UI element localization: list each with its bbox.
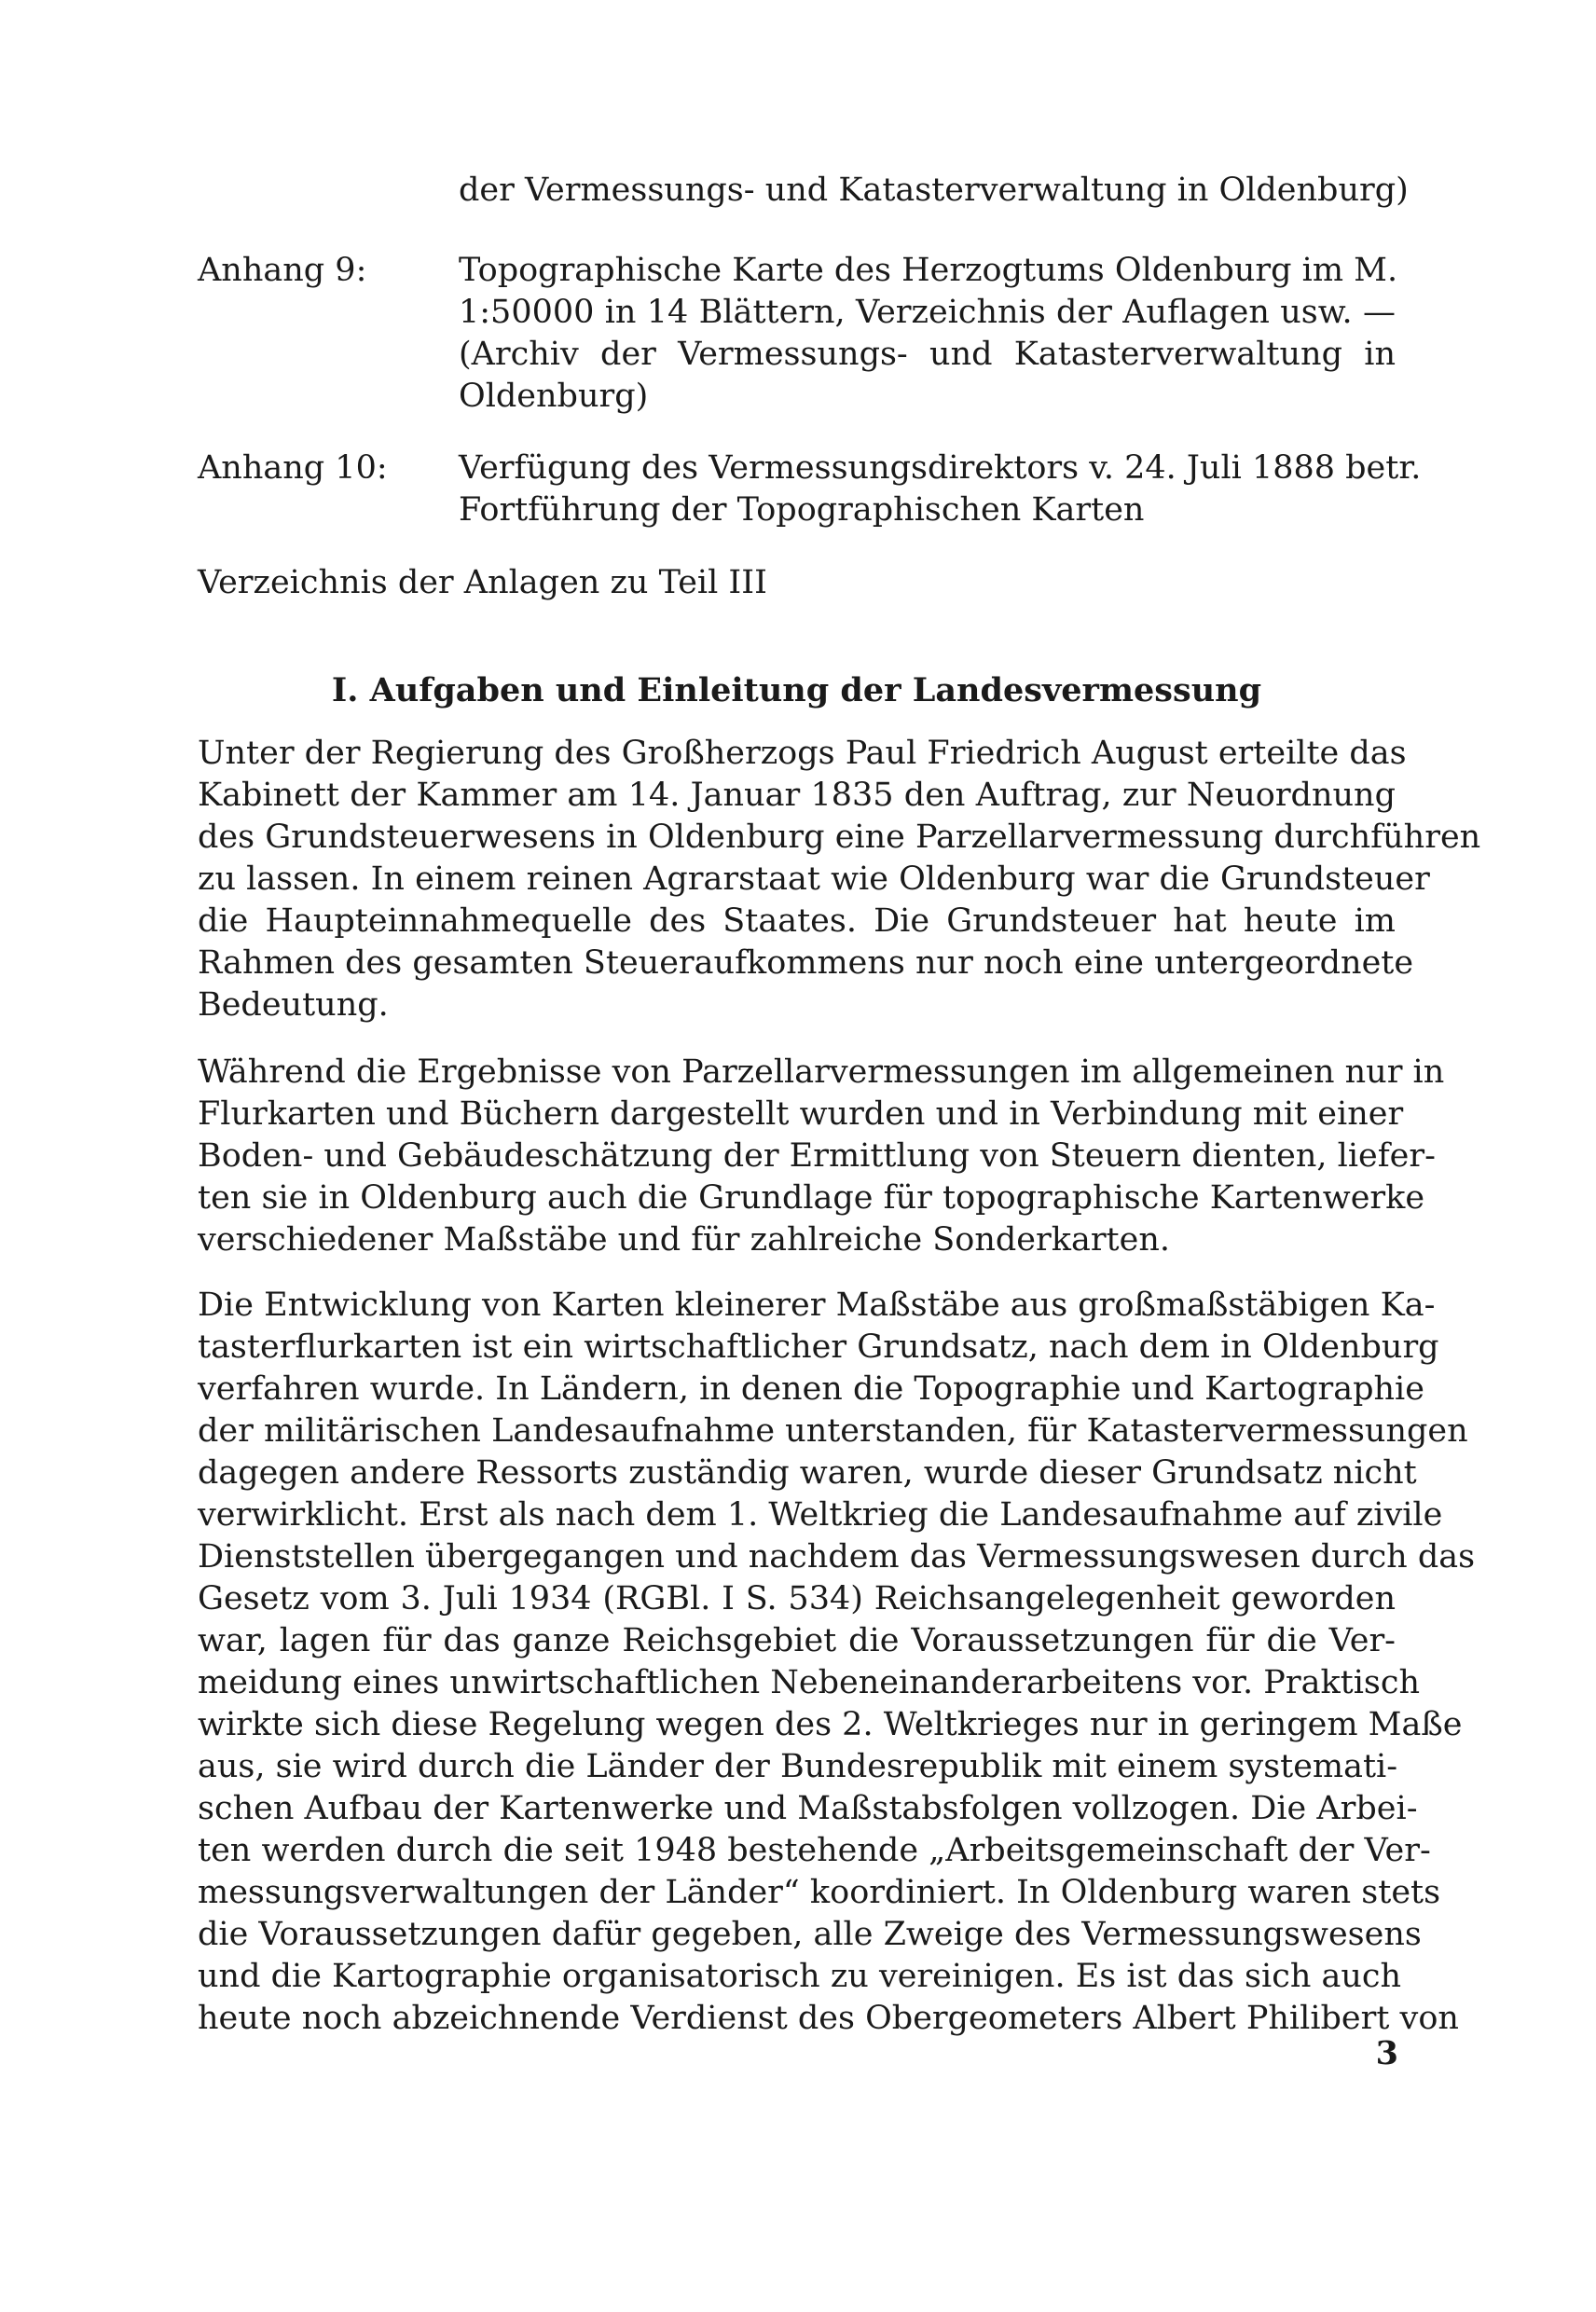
text-line: wirkte sich diese Regelung wegen des 2. Weltkrieges nur in geringem Maße [198,1706,1463,1743]
text-line: die Voraussetzungen dafür gegeben, alle Zweige des Vermessungswesens [198,1916,1422,1953]
text-line: ten sie in Oldenburg auch die Grundlage für topographische Kartenwerke [198,1179,1425,1217]
text-line: und die Kartographie organisatorisch zu vereinigen. Es ist das sich auch [198,1958,1402,1995]
text-line: messungsverwaltungen der Länder“ koordiniert. In Oldenburg waren stets [198,1874,1441,1911]
text-line: Die Entwicklung von Karten kleinerer Maßstäbe aus großmaßstäbigen Ka- [198,1287,1436,1324]
text-line: der militärischen Landesaufnahme unterstanden, für Katastervermessungen [198,1412,1468,1450]
annex-description [459,447,1422,531]
text-line: zu lassen. In einem reinen Agrarstaat wie Oldenburg war die Grundsteuer [198,860,1430,898]
text-line: Flurkarten und Büchern dargestellt wurden und in Verbindung mit einer [198,1095,1404,1133]
text-line: Kabinett der Kammer am 14. Januar 1835 den Auftrag, zur Neuordnung [198,777,1396,814]
paragraph [198,733,1481,1026]
annex-line: Topographische Karte des Herzogtums Oldenburg im M. [459,252,1398,289]
text-line: ten werden durch die seit 1948 bestehende „Arbeitsgemeinschaft der Ver- [198,1832,1431,1869]
text-line: die Haupteinnahmequelle des Staates. Die Grundsteuer hat heute im [198,902,1396,940]
text-line: verschiedener Maßstäbe und für zahlreiche Sonderkarten. [198,1221,1170,1259]
annex-description [459,250,1396,418]
text-line: dagegen andere Ressorts zuständig waren, wurde dieser Grundsatz nicht [198,1454,1417,1492]
text-line: des Grundsteuerwesens in Oldenburg eine Parzellarvermessung durchführen [198,819,1481,856]
text-line: heute noch abzeichnende Verdienst des Obergeometers Albert Philibert von [198,2000,1459,2037]
text-line: Rahmen des gesamten Steueraufkommens nur noch eine untergeordnete [198,944,1414,982]
annex-line: 1:50000 in 14 Blättern, Verzeichnis der Auflagen usw. — [459,294,1396,331]
text-line: aus, sie wird durch die Länder der Bundesrepublik mit einem systemati- [198,1748,1398,1785]
text-line: schen Aufbau der Kartenwerke und Maßstabsfolgen vollzogen. Die Arbei- [198,1790,1418,1827]
text-line: verfahren wurde. In Ländern, in denen die Topographie und Kartographie [198,1370,1424,1408]
text-line: tasterflurkarten ist ein wirtschaftlicher Grundsatz, nach dem in Oldenburg [198,1328,1439,1366]
text-line: Gesetz vom 3. Juli 1934 (RGBl. I S. 534) Reichsangelegenheit geworden [198,1580,1396,1617]
attachments-title: Verzeichnis der Anlagen zu Teil III [198,564,767,601]
text-line: Bedeutung. [198,986,389,1024]
paragraph [198,1285,1476,2040]
text-line: Boden- und Gebäudeschätzung der Ermittlung von Steuern dienten, liefer- [198,1137,1436,1175]
continuation-line: der Vermessungs- und Katasterverwaltung in Oldenburg) [459,172,1409,209]
text-line: Dienststellen übergegangen und nachdem das Vermessungswesen durch das [198,1538,1476,1576]
text-line: Während die Ergebnisse von Parzellarvermessungen im allgemeinen nur in [198,1053,1445,1091]
section-heading: I. Aufgaben und Einleitung der Landesvermessung [331,671,1262,709]
page-number: 3 [1375,2034,1398,2072]
annex-line: Oldenburg) [459,378,649,415]
annex-label: Anhang 10: [198,449,388,487]
text-line: meidung eines unwirtschaftlichen Nebeneinanderarbeitens vor. Praktisch [198,1664,1421,1701]
annex-line: (Archiv der Vermessungs- und Katasterverwaltung in [459,336,1396,373]
text-line: verwirklicht. Erst als nach dem 1. Weltkrieg die Landesaufnahme auf zivile [198,1496,1443,1534]
annex-label: Anhang 9: [198,252,367,289]
text-line: war, lagen für das ganze Reichsgebiet die Voraussetzungen für die Ver- [198,1622,1396,1659]
annex-line: Verfügung des Vermessungsdirektors v. 24. Juli 1888 betr. [459,449,1422,487]
text-line: Unter der Regierung des Großherzogs Paul Friedrich August erteilte das [198,735,1407,772]
paragraph [198,1052,1445,1261]
annex-line: Fortführung der Topographischen Karten [459,491,1145,529]
